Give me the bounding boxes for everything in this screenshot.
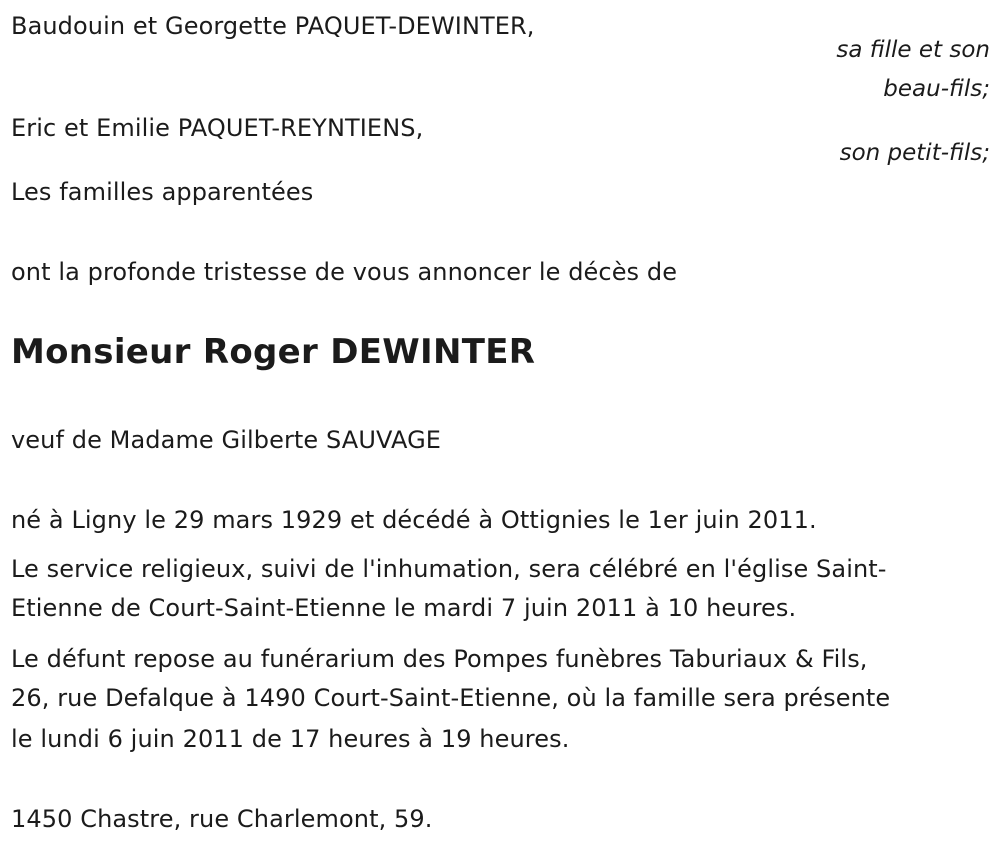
visitation-line-1: Le défunt repose au funérarium des Pompes funèbres Taburiaux & Fils, (11, 645, 868, 673)
relation-1b: beau-fils; (883, 76, 990, 102)
service-line-2: Etienne de Court-Saint-Etienne le mardi 7 juin 2011 à 10 heures. (11, 594, 797, 622)
birth-death: né à Ligny le 29 mars 1929 et décédé à Ottignies le 1er juin 2011. (11, 506, 817, 534)
family-line-2: Eric et Emilie PAQUET-REYNTIENS, (11, 114, 424, 142)
announcement: ont la profonde tristesse de vous annoncer le décès de (11, 258, 678, 286)
family-line-3: Les familles apparentées (11, 178, 314, 206)
visitation-line-3: le lundi 6 juin 2011 de 17 heures à 19 heures. (11, 725, 570, 753)
widower-of: veuf de Madame Gilberte SAUVAGE (11, 426, 442, 454)
deceased-name: Monsieur Roger DEWINTER (11, 332, 536, 372)
address: 1450 Chastre, rue Charlemont, 59. (11, 805, 433, 833)
service-line-1: Le service religieux, suivi de l'inhumation, sera célébré en l'église Saint- (11, 555, 887, 583)
relation-1a: sa fille et son (836, 37, 990, 63)
visitation-line-2: 26, rue Defalque à 1490 Court-Saint-Etienne, où la famille sera présente (11, 684, 891, 712)
family-line-1: Baudouin et Georgette PAQUET-DEWINTER, (11, 12, 535, 40)
relation-2: son petit-fils; (839, 140, 990, 166)
